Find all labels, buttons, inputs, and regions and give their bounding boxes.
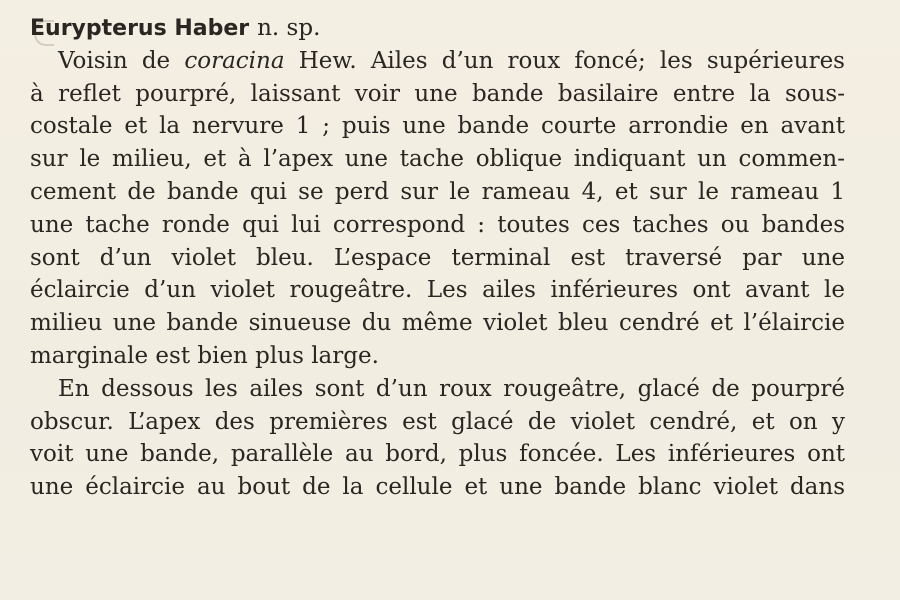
text-line xyxy=(30,45,845,78)
text-line: à reflet pourpré, laissant voir une bande basilaire entre la sous- xyxy=(30,80,845,107)
text-line: marginale est bien plus large. xyxy=(30,342,379,369)
species-name: Eurypterus Haber xyxy=(30,16,250,41)
text-line: obscur. L’apex des premières est glacé de violet cendré, et on y xyxy=(30,408,845,435)
text-line: costale et la nervure 1 ; puis une bande courte arrondie en avant xyxy=(30,113,845,140)
italic-taxon: coracina xyxy=(184,47,285,74)
text-line: une éclaircie au bout de la cellule et une bande blanc violet dans xyxy=(30,474,845,501)
paragraph-description xyxy=(30,45,845,373)
text-block xyxy=(30,12,845,504)
text-line: sont d’un violet bleu. L’espace terminal est traversé par une xyxy=(30,244,845,271)
text-segment: Voisin de xyxy=(58,47,185,74)
text-line: cement de bande qui se perd sur le rameau 4, et sur le rameau 1 xyxy=(30,178,845,205)
text-line: sur le milieu, et à l’apex une tache oblique indiquant un commen- xyxy=(30,146,845,173)
paragraph-underside xyxy=(30,373,845,504)
text-segment: Hew. Ailes d’un roux foncé; les supérieures xyxy=(284,47,845,74)
text-line: En dessous les ailes sont d’un roux rougeâtre, glacé de pourpré xyxy=(58,375,845,402)
text-line: éclaircie d’un violet rougeâtre. Les ailes inférieures ont avant le xyxy=(30,277,845,304)
text-line: voit une bande, parallèle au bord, plus foncée. Les inférieures ont xyxy=(30,441,845,468)
text-line: une tache ronde qui lui correspond : toutes ces taches ou bandes xyxy=(30,211,845,238)
species-suffix: n. sp. xyxy=(257,15,321,41)
text-line: milieu une bande sinueuse du même violet bleu cendré et l’élaircie xyxy=(30,310,845,337)
species-heading xyxy=(30,12,845,45)
